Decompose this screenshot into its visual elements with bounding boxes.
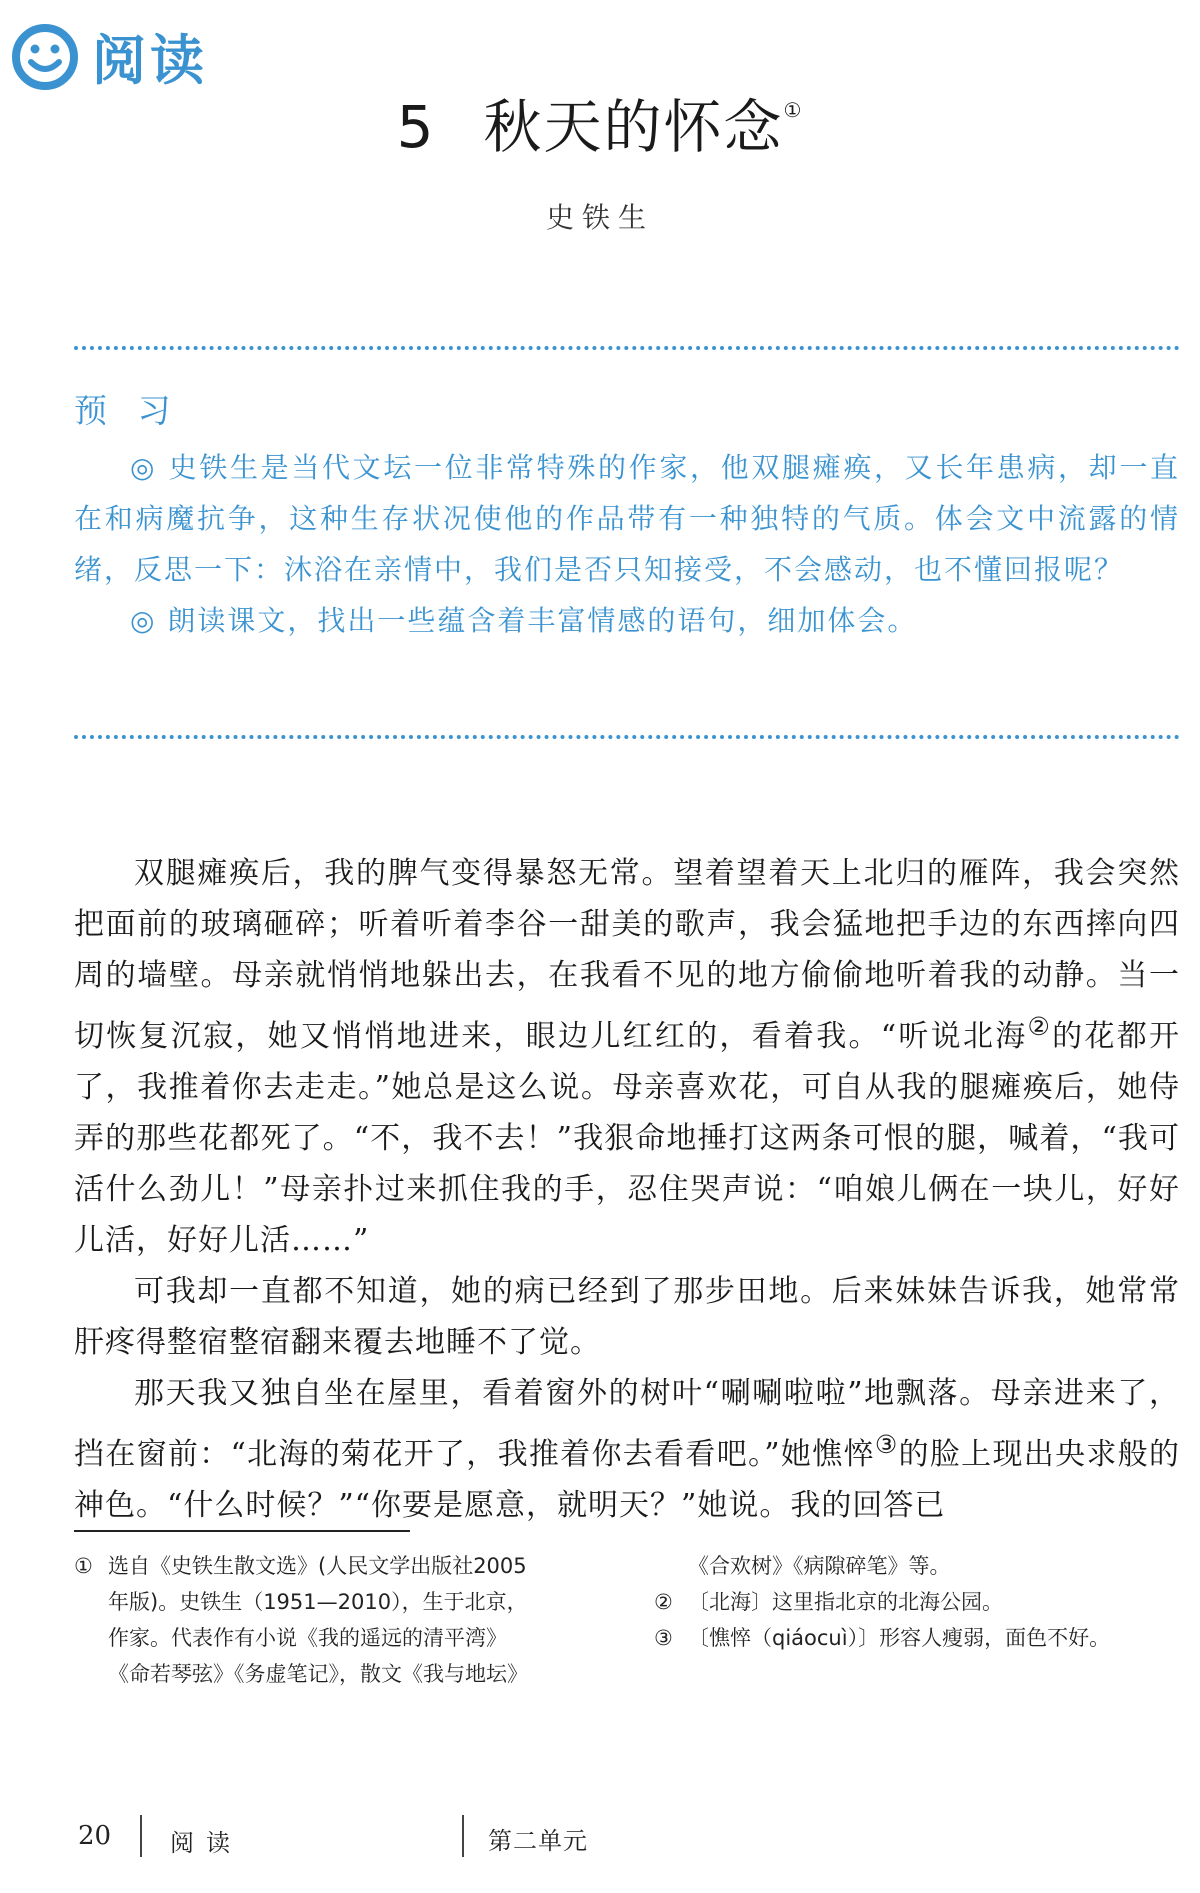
body-paragraph — [74, 848, 1180, 1266]
body-text-run: 的脸上现出央求般的神色。“什么时候？”“你要是愿意，就明天？”她说。我的回答已 — [74, 1437, 1180, 1523]
footnote-text: 〔北海〕这里指北京的北海公园。 — [688, 1590, 1003, 1614]
preview-heading: 预 习 — [74, 391, 181, 430]
footer-divider — [462, 1815, 464, 1857]
lesson-title-text: 秋天的怀念 — [483, 93, 784, 161]
article-body — [74, 848, 1180, 1531]
footnote-mark: ② — [1027, 1012, 1053, 1041]
preview-bottom-divider — [74, 735, 1180, 739]
body-text-run: 双腿瘫痪后，我的脾气变得暴怒无常。望着望着天上北归的雁阵，我会突然把面前的玻璃砸碎；听着听着李谷一甜美的歌声，我会猛地把手边的东西摔向四周的墙壁。母亲就悄悄地躲出去，在我看不见的地方偷偷地听着我的动静。当一切恢复沉寂，她又悄悄地进来，眼边儿红红的，看着我。“听说北海 — [74, 856, 1180, 1054]
page-number: 20 — [78, 1821, 112, 1851]
title-footnote-mark: ① — [783, 98, 804, 122]
footnote-column-right — [654, 1548, 1180, 1656]
footnote-text: 《合欢树》《病隙碎笔》等。 — [688, 1554, 951, 1578]
footnote-column-left — [74, 1548, 604, 1692]
preview-item: ◎ 朗读课文，找出一些蕴含着丰富情感的语句，细加体会。 — [130, 604, 918, 637]
footnote-1 — [74, 1548, 604, 1584]
footnote-text: 作家。代表作有小说《我的遥远的清平湾》 — [108, 1626, 507, 1650]
footnote-rule — [74, 1530, 410, 1532]
body-paragraph: 可我却一直都不知道，她的病已经到了那步田地。后来妹妹告诉我，她常常肝疼得整宿整宿翻来覆去地睡不了觉。 — [74, 1274, 1180, 1360]
page-footer — [0, 1815, 1200, 1865]
body-text-run: 的花都开了，我推着你去走走。”她总是这么说。母亲喜欢花，可自从我的腿瘫痪后，她侍弄的那些花都死了。“不，我不去！”我狠命地捶打这两条可恨的腿，喊着，“我可活什么劲儿！”母亲扑过来抓住我的手，忍住哭声说：“咱娘儿俩在一块儿，好好儿活，好好儿活……” — [74, 1019, 1180, 1258]
footnote-3 — [654, 1620, 1180, 1656]
lesson-number: 5 — [396, 93, 436, 161]
author-name: 史铁生 — [545, 201, 654, 234]
footnote-text: 选自《史铁生散文选》(人民文学出版社2005 — [108, 1554, 527, 1578]
footnote-mark: ③ — [874, 1430, 899, 1459]
preview-top-divider — [74, 346, 1180, 350]
footer-divider — [140, 1815, 142, 1857]
footer-unit-label: 第二单元 — [488, 1827, 588, 1855]
body-paragraph — [74, 1368, 1180, 1531]
footnote-number: ② — [654, 1590, 673, 1614]
footnote-2 — [654, 1584, 1180, 1620]
preview-item: ◎ 史铁生是当代文坛一位非常特殊的作家，他双腿瘫痪，又长年患病，却一直在和病魔抗争，这种生存状况使他的作品带有一种独特的气质。体会文中流露的情绪，反思一下：沐浴在亲情中，我们是否只知接受，不会感动，也不懂回报呢？ — [74, 451, 1180, 586]
preview-section — [74, 385, 1180, 646]
footer-section-label: 阅读 — [170, 1829, 242, 1857]
footnote-number: ① — [74, 1554, 93, 1578]
body-text-run: 那天我又独自坐在屋里，看着窗外的树叶“唰唰啦啦”地飘落。母亲进来了，挡在窗前：“北海的菊花开了，我推着你去看看吧。”她憔悴 — [74, 1376, 1180, 1472]
footnote-text: 〔憔悴（qiáocuì）〕形容人瘦弱，面色不好。 — [688, 1626, 1111, 1650]
footnote-number: ③ — [654, 1626, 673, 1650]
section-label: 阅读 — [92, 29, 208, 92]
footnote-text: 《命若琴弦》《务虚笔记》，散文《我与地坛》 — [108, 1662, 528, 1686]
lesson-title — [0, 80, 1200, 164]
footnote-text: 年版)。史铁生（1951—2010），生于北京， — [108, 1590, 528, 1614]
